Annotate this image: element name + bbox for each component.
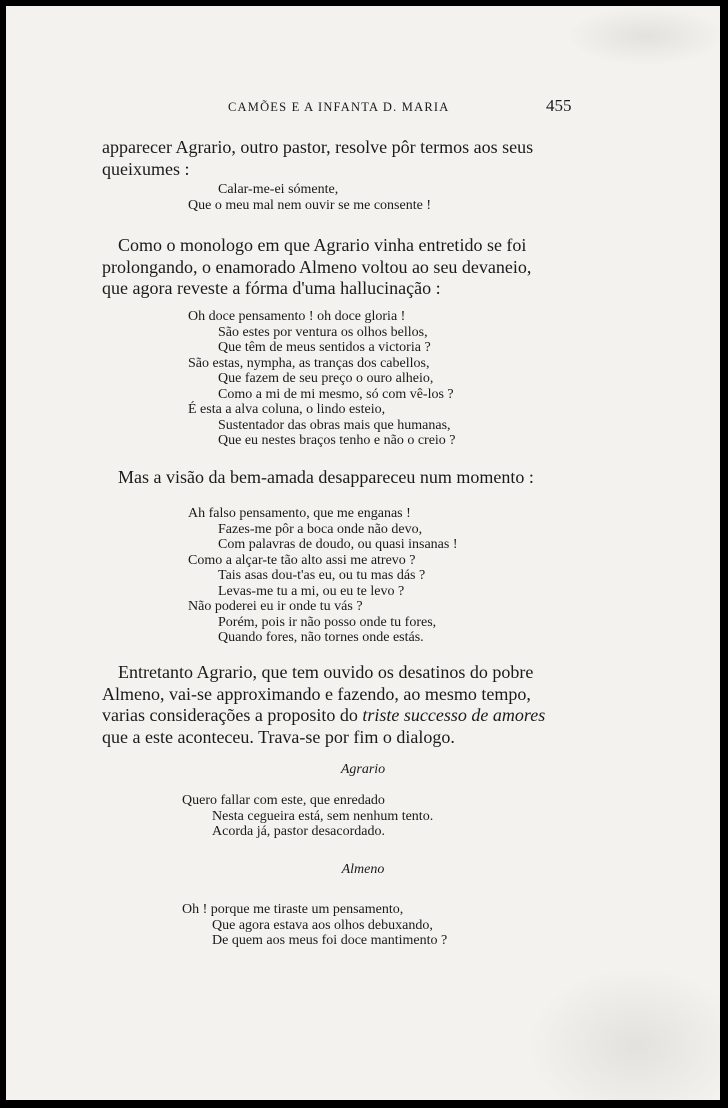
verse-line: Fazes-me pôr a boca onde não devo,: [218, 521, 423, 537]
paragraph: [102, 467, 576, 489]
paper-stain: [566, 6, 720, 66]
verse-line: De quem aos meus foi doce mantimento ?: [212, 933, 448, 948]
verse-line: Levas-me tu a mi, ou eu te levo ?: [218, 583, 405, 599]
text-line: varias considerações a proposito do: [102, 705, 363, 725]
speaker-name: Agrario: [340, 762, 386, 777]
book-page: [6, 6, 720, 1100]
verse-line: Sustentador das obras mais que humanas,: [218, 417, 451, 433]
verse-block: [182, 793, 433, 840]
text-line: Almeno, vai-se approximando e fazendo, ao mesmo tempo,: [102, 683, 531, 704]
text-line: Mas a visão da bem-amada desappareceu num momento :: [118, 467, 534, 487]
running-title: CAMÕES E A INFANTA D. MARIA: [228, 100, 450, 114]
verse-line: Que agora estava aos olhos debuxando,: [212, 917, 433, 933]
verse-line: Ah falso pensamento, que me enganas !: [188, 506, 411, 521]
text-line: que agora reveste a fórma d'uma hallucinação :: [102, 278, 441, 298]
verse-line: Não poderei eu ir onde tu vás ?: [188, 599, 363, 614]
verse-line: São estas, nympha, as tranças dos cabellos,: [188, 355, 430, 371]
text-line: que a este aconteceu. Trava-se por fim o dialogo.: [102, 726, 455, 747]
verse-block: [188, 506, 458, 646]
verse-line: Que o meu mal nem ouvir se me consente !: [188, 197, 431, 213]
verse-line: Oh doce pensamento ! oh doce gloria !: [188, 309, 406, 324]
verse-line: Porém, pois ir não posso onde tu fores,: [218, 614, 437, 630]
verse-line: Acorda já, pastor desacordado.: [212, 824, 385, 839]
paper-stain: [526, 966, 720, 1100]
speaker-name: Almeno: [341, 862, 385, 877]
verse-line: É esta a alva coluna, o lindo esteio,: [188, 402, 386, 417]
verse-block: [188, 309, 456, 449]
verse-line: Que têm de meus sentidos a victoria ?: [218, 340, 431, 355]
verse-block: [188, 182, 431, 213]
verse-line: Como a mi de mi mesmo, só com vê-los ?: [218, 386, 454, 402]
paragraph: [102, 662, 576, 748]
verse-line: Como a alçar-te tão alto assi me atrevo ?: [188, 552, 416, 568]
paragraph: [102, 137, 576, 180]
page-header: [6, 96, 720, 116]
verse-line: São estes por ventura os olhos bellos,: [218, 324, 428, 340]
page-number: 455: [546, 96, 572, 115]
paragraph: [102, 235, 576, 300]
verse-line: Que fazem de seu preço o ouro alheio,: [218, 371, 434, 386]
verse-line: Tais asas dou-t'as eu, ou tu mas dás ?: [218, 568, 426, 583]
text-line: prolongando, o enamorado Almeno voltou ao seu devaneio,: [102, 256, 532, 277]
text-line: queixumes :: [102, 158, 190, 179]
verse-line: Quando fores, não tornes onde estás.: [218, 630, 424, 645]
verse-line: Oh ! porque me tiraste um pensamento,: [182, 902, 404, 917]
verse-line: Com palavras de doudo, ou quasi insanas !: [218, 537, 458, 552]
text-line: Como o monologo em que Agrario vinha entretido se foi: [118, 235, 527, 255]
text-line: Entretanto Agrario, que tem ouvido os desatinos do pobre: [118, 662, 534, 682]
text-line: apparecer Agrario, outro pastor, resolve pôr termos aos seus: [102, 137, 534, 157]
verse-line: Calar-me-ei sómente,: [218, 182, 339, 197]
verse-line: Quero fallar com este, que enredado: [182, 793, 385, 808]
verse-line: Que eu nestes braços tenho e não o creio ?: [218, 433, 456, 448]
verse-block: [182, 902, 447, 949]
emphasis-text: triste successo de amores: [362, 705, 546, 725]
verse-line: Nesta cegueira está, sem nenhum tento.: [212, 808, 434, 824]
